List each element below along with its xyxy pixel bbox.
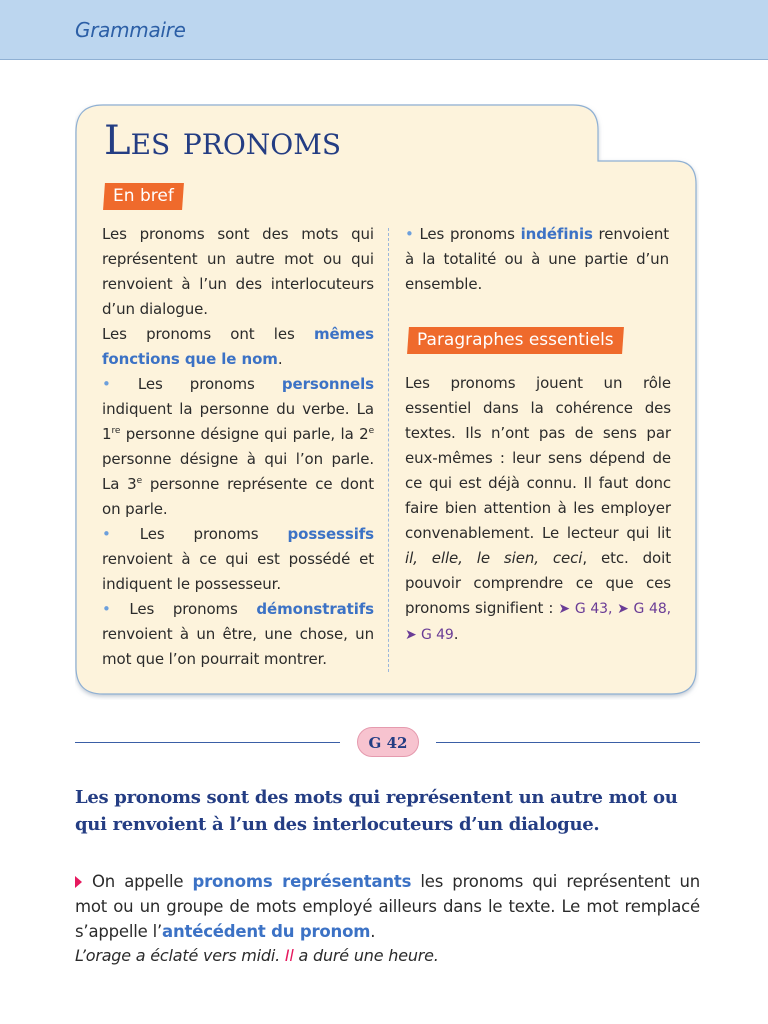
divider-right — [436, 742, 700, 743]
bullet-icon: • — [102, 375, 111, 393]
intro-paragraph: Les pronoms sont des mots qui représentent un autre mot ou qui renvoient à l’un des interlocuteurs d’un dialogue. — [102, 225, 374, 318]
demonstrative-pronouns-item: • Les pronoms démonstratifs renvoient à un être, une chose, un mot que l’on pourrait montrer. — [102, 600, 375, 668]
card-title: Les pronoms — [104, 118, 342, 164]
column-divider — [388, 228, 389, 672]
divider-left — [75, 742, 340, 743]
cross-references[interactable]: ➤ G 43, ➤ G 48, ➤ G 49 — [405, 601, 671, 643]
possessive-pronouns-item: • Les pronoms possessifs renvoient à ce qui est possédé et indiquent le possesseur. — [102, 525, 375, 593]
indefinite-pronouns-item: • Les pronoms indéfinis renvoient à la totalité ou à une partie d’un ensemble. — [405, 225, 670, 293]
bullet-icon: • — [102, 525, 111, 543]
section-marker-badge: G 42 — [357, 727, 419, 757]
essential-paragraph: Les pronoms jouent un rôle essentiel dans la cohérence des textes. Ils n’ont pas de sens par eux-mêmes : leur sens dépend de ce qui est déjà connu. Il faut donc faire bien attention à les employer convenablement. Le lecteur qui lit il, elle, le sien, ceci, etc. doit pouvoir comprendre ce que ces pronoms signifient : ➤ G 43, ➤ G 48, ➤ G 49. — [405, 374, 671, 643]
paragraphes-essentiels-badge: Paragraphes essentiels — [407, 327, 624, 354]
bullet-icon: • — [405, 225, 414, 243]
page-header-bar — [0, 0, 768, 60]
definition-paragraph: On appelle pronoms représentants les pronoms qui représentent un mot ou un groupe de mots employé ailleurs dans le texte. Le mot remplacé s’appelle l’antécédent du pronom. — [75, 872, 700, 941]
right-column-top — [405, 222, 669, 297]
bullet-icon: • — [102, 600, 111, 618]
personal-pronouns-item: • Les pronoms personnels indiquent la personne du verbe. La 1re personne désigne qui parle, la 2e personne désigne à qui l’on parle. La 3e personne représente ce dont on parle. — [102, 375, 375, 518]
example-sentence: L’orage a éclaté vers midi. Il a duré une heure. — [75, 946, 439, 965]
triangle-bullet-icon — [75, 876, 82, 888]
lead-statement: Les pronoms sont des mots qui représentent un autre mot ou qui renvoient à l’un des interlocuteurs d’un dialogue. — [75, 787, 678, 835]
en-bref-badge: En bref — [103, 183, 184, 210]
left-column — [102, 222, 374, 672]
example-pronoun: Il — [284, 946, 294, 965]
section-title: Grammaire — [75, 18, 186, 42]
right-column-bottom — [405, 371, 671, 648]
functions-paragraph: Les pronoms ont les mêmes fonctions que le nom. — [102, 325, 374, 368]
